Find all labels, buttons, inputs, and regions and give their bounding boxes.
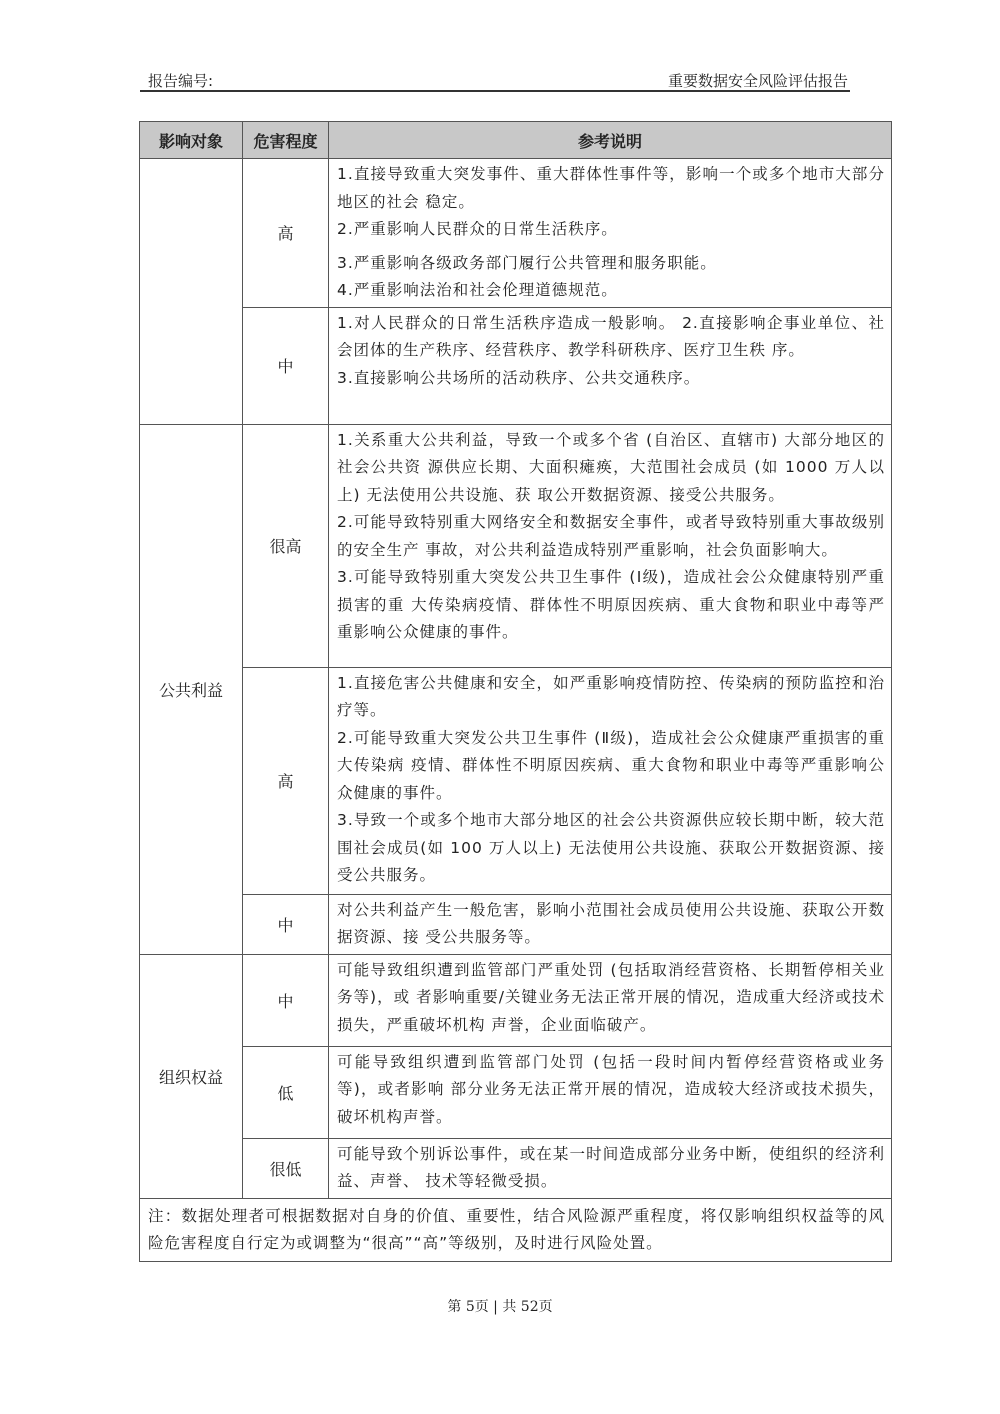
description-cell xyxy=(329,159,892,308)
table-row xyxy=(140,1138,892,1198)
harm-level-cell: 低 xyxy=(243,1046,329,1138)
description-cell xyxy=(329,954,892,1046)
description-cell xyxy=(329,894,892,954)
description-cell xyxy=(329,307,892,424)
report-title: 重要数据安全风险评估报告 xyxy=(667,72,848,90)
description-item: 4.严重影响法治和社会伦理道德规范。 xyxy=(337,281,618,299)
description-item: 3.可能导致特别重大突发公共卫生事件 (Ⅰ级)，造成社会公众健康特别严重损害的重 大传染病疫情、群体性不明原因疾病、重大食物和职业中毒等严重影响公众健康的事件。 xyxy=(337,568,885,641)
description-item: 可能导致组织遭到监管部门处罚 (包括一段时间内暂停经营资格或业务等)，或者影响 部分业务无法正常开展的情况，造成较大经济或技术损失，破坏机构声誉。 xyxy=(337,1052,885,1126)
risk-impact-table xyxy=(139,121,892,1262)
harm-level-cell: 中 xyxy=(243,954,329,1046)
description-item: 1.关系重大公共利益，导致一个或多个省 (自治区、直辖市) 大部分地区的社会公共资 源供应长期、大面积瘫痪，大范围社会成员 (如 1000 万人以上) 无法使用公共设施、获 取公开数据资源、接受公共服务。 xyxy=(337,430,885,504)
harm-level-cell: 很低 xyxy=(243,1138,329,1198)
description-item: 1.直接导致重大突发事件、重大群体性事件等，影响一个或多个地市大部分地区的社会 稳定。 xyxy=(337,165,885,211)
table-row xyxy=(140,954,892,1046)
page-header xyxy=(140,68,850,92)
impact-object-cell xyxy=(140,159,243,425)
table-header-row xyxy=(140,122,892,159)
impact-object-cell: 组织权益 xyxy=(140,954,243,1198)
description-item: 2.可能导致特别重大网络安全和数据安全事件，或者导致特别重大事故级别的安全生产 事故，对公共利益造成特别严重影响，社会负面影响大。 xyxy=(337,513,885,559)
harm-level-cell: 高 xyxy=(243,159,329,308)
harm-level-cell: 中 xyxy=(243,307,329,424)
col-header-level: 危害程度 xyxy=(243,122,329,159)
description-item: 可能导致个别诉讼事件，或在某一时间造成部分业务中断，使组织的经济利益、声誉、 技术等轻微受损。 xyxy=(337,1144,885,1190)
harm-level-cell: 中 xyxy=(243,894,329,954)
description-cell xyxy=(329,424,892,667)
col-header-description: 参考说明 xyxy=(329,122,892,159)
description-item: 对公共利益产生一般危害，影响小范围社会成员使用公共设施、获取公开数据资源、接 受公共服务等。 xyxy=(337,900,885,946)
table-note: 注：数据处理者可根据数据对自身的价值、重要性，结合风险源严重程度，将仅影响组织权益等的风险危害程度自行定为或调整为“很高”“高”等级别，及时进行风险处置。 xyxy=(140,1198,892,1261)
description-item: 可能导致组织遭到监管部门严重处罚 (包括取消经营资格、长期暂停相关业务等)，或 者影响重要/关键业务无法正常开展的情况，造成重大经济或技术损失，严重破坏机构 声誉，企业面临破产。 xyxy=(337,960,885,1034)
description-cell xyxy=(329,1046,892,1138)
table-row xyxy=(140,1046,892,1138)
table-row xyxy=(140,159,892,308)
description-item: 3.直接影响公共场所的活动秩序、公共交通秩序。 xyxy=(337,368,701,387)
harm-level-cell: 很高 xyxy=(243,424,329,667)
description-item: 2.可能导致重大突发公共卫生事件 (Ⅱ级)，造成社会公众健康严重损害的重大传染病 疫情、群体性不明原因疾病、重大食物和职业中毒等严重影响公众健康的事件。 xyxy=(337,728,885,802)
impact-object-cell: 公共利益 xyxy=(140,424,243,954)
table-row xyxy=(140,667,892,894)
table-note-row xyxy=(140,1198,892,1261)
table-row xyxy=(140,424,892,667)
description-item: 1.直接危害公共健康和安全，如严重影响疫情防控、传染病的预防监控和治疗等。 xyxy=(337,673,885,719)
description-item: 2.严重影响人民群众的日常生活秩序。 xyxy=(337,220,618,238)
description-cell xyxy=(329,667,892,894)
description-item: 3.导致一个或多个地市大部分地区的社会公共资源供应较长期中断，较大范围社会成员(如 100 万人以上) 无法使用公共设施、获取公开数据资源、接受公共服务。 xyxy=(337,811,885,884)
table-row xyxy=(140,894,892,954)
harm-level-cell: 高 xyxy=(243,667,329,894)
page-footer: 第 5页 | 共 52页 xyxy=(447,1299,553,1315)
table-row xyxy=(140,307,892,424)
description-cell xyxy=(329,1138,892,1198)
report-number-label: 报告编号: xyxy=(148,72,214,90)
description-item: 3.严重影响各级政务部门履行公共管理和服务职能。 xyxy=(337,253,717,272)
col-header-object: 影响对象 xyxy=(140,122,243,159)
description-item: 1.对人民群众的日常生活秩序造成一般影响。 2.直接影响企事业单位、社会团体的生产秩序、经营秩序、教学科研秩序、医疗卫生秩 序。 xyxy=(337,313,885,359)
